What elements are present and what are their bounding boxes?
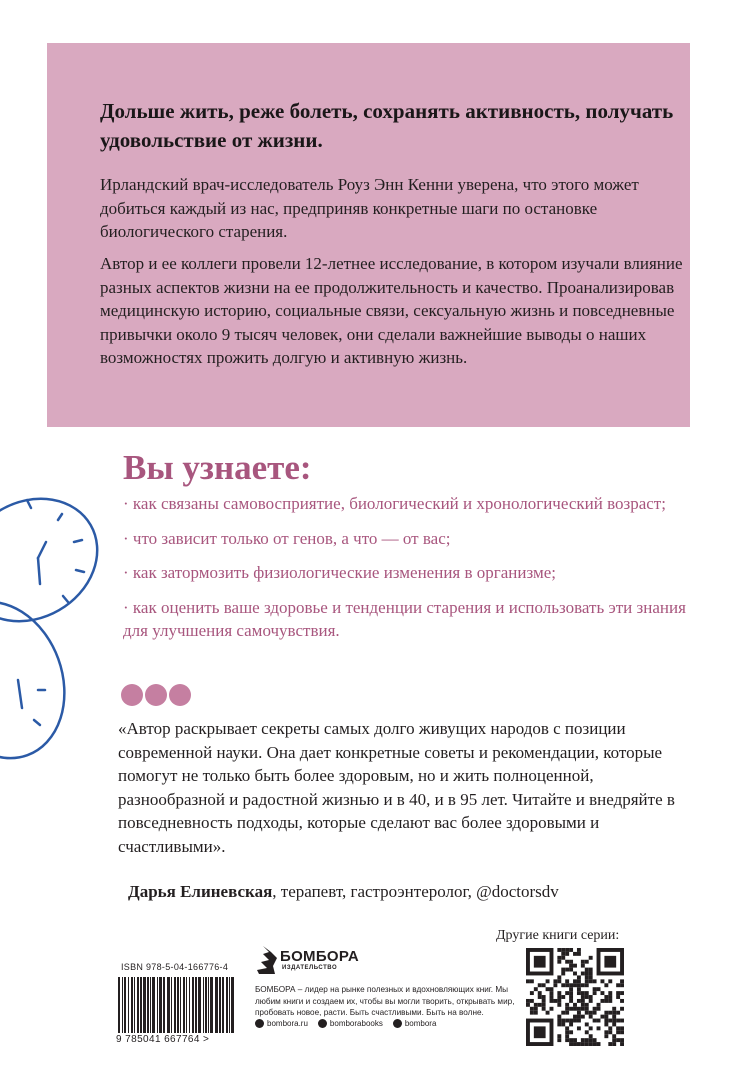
learn-heading: Вы узнаете:	[123, 448, 312, 487]
vk-icon	[318, 1019, 327, 1028]
decorative-dots-icon	[121, 684, 193, 706]
review-quote: «Автор раскрывает секреты самых долго живущих народов с позиции современной науки. Она дает конкретные советы и рекомендации, которые помогут не только быть более здоровым, но и жить полноценной, разнообразной и радостной жизнью и в 40, и в 95 лет. Читайте и внедряйте в повседневность подходы, которые сделают вас более здоровыми и счастливыми».	[118, 719, 675, 856]
clock-illustration-icon	[0, 480, 110, 780]
social-site[interactable]: bombora.ru	[255, 1019, 308, 1028]
social-telegram[interactable]: bombora	[393, 1019, 437, 1028]
list-item: · как связаны самовосприятие, биологический и хронологический возраст;	[123, 494, 666, 513]
learn-list	[123, 492, 693, 654]
publisher-description: БОМБОРА – лидер на рынке полезных и вдохновляющих книг. Мы любим книги и создаем их, чтобы вы могли творить, открывать мир, пробовать новое, расти. Быть счастливыми. Быть на волне.	[255, 985, 515, 1017]
isbn: ISBN 978-5-04-166776-4	[121, 962, 229, 972]
headline: Дольше жить, реже болеть, сохранять активность, получать удовольствие от жизни.	[100, 99, 674, 152]
quote-author-role: , терапевт, гастроэнтеролог, @doctorsdv	[272, 882, 559, 901]
quote-author: Дарья Елиневская	[128, 882, 273, 901]
barcode-number: 9 785041 667764 >	[116, 1034, 210, 1045]
barcode-icon	[116, 977, 238, 1037]
intro-paragraph: Ирландский врач-исследователь Роуз Энн Кенни уверена, что этого может добиться каждый из нас, предприняв конкретные шаги по остановке биологического старения.	[100, 175, 639, 241]
research-paragraph: Автор и ее коллеги провели 12-летнее исследование, в котором изучали влияние разных аспектов жизни на ее продолжительность и качество. Проанализировав медицинскую историю, социальные связи, сексуальную жизнь и повседневные привычки около 9 тысяч человек, они сделали важнейшие выводы о наших возможностях прожить долгую и активную жизнь.	[100, 254, 683, 367]
publisher-sub: ИЗДАТЕЛЬСТВО	[282, 965, 338, 971]
list-item: · что зависит только от генов, а что — от вас;	[123, 528, 451, 548]
globe-icon	[255, 1019, 264, 1028]
social-links	[255, 1019, 436, 1028]
list-item: · как затормозить физиологические изменения в организме;	[123, 563, 556, 582]
social-vk[interactable]: bomborabooks	[318, 1019, 383, 1028]
publisher-name: БОМБОРА	[280, 948, 360, 965]
quote-attribution	[128, 882, 559, 902]
series-label: Другие книги серии:	[496, 928, 620, 943]
qr-code-icon[interactable]	[526, 948, 624, 1046]
telegram-icon	[393, 1019, 402, 1028]
list-item: · как оценить ваше здоровье и тенденции старения и использовать эти знания для улучшения самочувствия.	[123, 597, 686, 640]
